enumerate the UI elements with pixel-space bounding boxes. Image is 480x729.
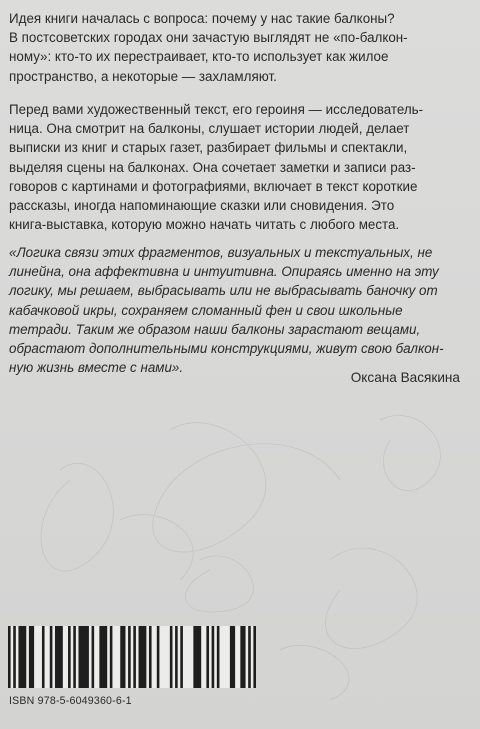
isbn-label: ISBN 978-5-6049360-6-1 [9,695,132,707]
description-line: книга-выставка, которую можно начать читать с любого места. [9,217,400,233]
description-line: говоров с картинами и фотографиями, включает в текст короткие [9,178,418,194]
quote-paragraph [9,243,444,377]
barcode-bar [217,626,220,688]
quote-author: Оксана Васякина [350,370,460,385]
barcode-bar [68,626,71,688]
description-line: выписки из книг и старых газет, разбирает фильмы и спектакли, [9,140,408,156]
barcode-bar [230,626,235,688]
intro-line: В постсоветских городах они зачастую выглядят не «по-балкон- [9,30,408,46]
barcode-bar [29,626,34,688]
barcode-bar [42,626,45,688]
barcode-bar [50,626,53,688]
barcode-bar [240,626,245,688]
barcode-bar [206,626,209,688]
barcode-bar [157,626,160,688]
description-paragraph [9,100,423,234]
barcode-bar [193,626,201,688]
intro-line: ному»: кто-то их перестраивает, кто-то использует как жилое [9,49,389,65]
description-line: Перед вами художественный текст, его героиня — исследователь- [9,102,424,117]
barcode-bar [149,626,152,688]
barcode-bar [99,626,107,688]
quote-line: «Логика связи этих фрагментов, визуальных и текстуальных, не [9,245,433,260]
intro-line: пространство, а некоторые — захламляют. [9,68,277,84]
barcode-bar [78,626,88,688]
barcode-bar [248,626,251,688]
barcode-bar [139,626,147,688]
barcode-bar [120,626,125,688]
barcode-bar [212,626,215,688]
barcode-bar [92,626,95,688]
barcode-bar [175,626,178,688]
barcode [8,626,256,688]
intro-line: Идея книги началась с вопроса: почему у нас такие балконы? [9,11,395,26]
barcode-bars [8,626,256,688]
quote-line: логику, мы решаем, выбрасывать или не выбрасывать баночку от [9,283,438,299]
description-line: ница. Она смотрит на балконы, слушает истории людей, делает [9,121,410,137]
quote-line: обрастают дополнительными конструкциями, живут свою балкон- [9,341,444,357]
barcode-bar [128,626,131,688]
barcode-bar [55,626,63,688]
barcode-bar [73,626,76,688]
description-line: выделяя сцены на балконах. Она сочетает заметки и записи раз- [9,159,416,175]
barcode-bar [8,626,11,688]
barcode-bar [110,626,113,688]
barcode-bar [180,626,183,688]
quote-line: ную жизнь вместе с нами». [9,360,184,376]
quote-line: тетради. Таким же образом наши балконы зарастают вещами, [9,321,421,337]
quote-line: кабачковой икры, сохраняем сломанный фен и свои школьные [9,302,403,318]
barcode-bar [170,626,173,688]
quote-line: линейна, она аффективна и интуитивна. Опираясь именно на эту [9,264,439,280]
intro-paragraph [9,9,408,86]
barcode-bar [13,626,16,688]
barcode-bar [253,626,256,688]
barcode-bar [133,626,136,688]
description-line: рассказы, иногда напоминающие сказки или сновидения. Это [9,198,395,214]
barcode-bar [18,626,26,688]
